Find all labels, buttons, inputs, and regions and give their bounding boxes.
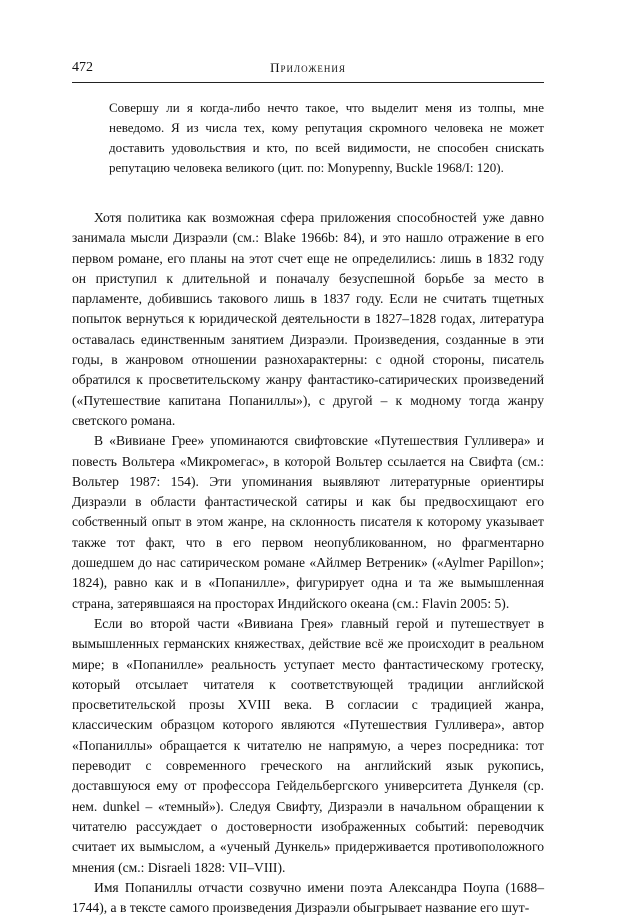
paragraph-1: Хотя политика как возможная сфера приложения способностей уже давно занимала мысли Дизраэли (см.: Blake 1966b: 84), и это нашло отражение в его первом романе, его планы на этот счет еще не определились: лишь в 1832 году он приступил к длительной и поначалу безуспешной борьбе за место в парламенте, добившись такового лишь в 1837 году. Если не считать тщетных попыток вернуться к юридической деятельности в 1827–1828 годах, литература оставалась единственным занятием Дизраэли. Произведения, созданные в эти годы, в жанровом отношении разнохарактерны: с одной стороны, писатель обратился к просветительскому жанру фантастико-сатирических произведений («Путешествие капитана Попаниллы»), с другой – к модному тогда жанру светского романа.	[72, 210, 544, 428]
paragraph-2: В «Вивиане Грее» упоминаются свифтовские «Путешествия Гулливера» и повесть Вольтера «Микромегас», в которой Вольтер ссылается на Свифта (см.: Вольтер 1987: 154). Эти упоминания выявляют литературные ориентиры Дизраэли в области фантастической сатиры и как бы предвосхищают его собственный опыт в этом жанре, на склонность писателя к которому указывает также тот факт, что в его первом неопубликованном, но фрагментарно дошедшем до нас сатирическом романе «Айлмер Ветреник» («Aylmer Papillon»; 1824), равно как и в «Попанилле», фигурирует одна и та же вымышленная страна, затерявшаяся на просторах Индийского океана (см.: Flavin 2005: 5).	[72, 433, 544, 611]
paragraph-4: Имя Попаниллы отчасти созвучно имени поэта Александра Поупа (1688–1744), а в тексте самого произведения Дизраэли обыгрывает название его шут-	[72, 879, 544, 916]
header-rule	[72, 82, 544, 83]
paragraph-3: Если во второй части «Вивиана Грея» главный герой и путешествует в вымышленных германских княжествах, действие всё же происходит в реальном мире; в «Попанилле» реальность уступает место фантастическому гротеску, который отсылает читателя к соответствующей традиции английской просветительской прозы XVIII века. В согласии с традицией жанра, классическим образцом которого являются «Путешествия Гулливера», автор «Попаниллы» обращается к читателю не напрямую, а через посредника: тот переводит с современного греческого на английский язык рукопись, доставшуюся ему от профессора Гейдельбергского университета Дункеля (ср. нем. dunkel – «темный»). Следуя Свифту, Дизраэли в начальном обращении к читателю рассуждает о достоверности изображенных событий: переводчик считает их вымыслом, а «ученый Дункель» придерживается противоположного мнения (см.: Disraeli 1828: VII–VIII).	[72, 615, 544, 875]
quote-text: Совершу ли я когда-либо нечто такое, что выделит меня из толпы, мне неведомо. Я из числа тех, кому репутация скромного человека не может доставить удовольствия и кто, по всей видимости, не способен снискать репутацию человека великого (цит. по: Monypenny, Buckle 1968/I: 120).	[109, 100, 544, 175]
main-text	[72, 208, 544, 918]
running-title: Приложения	[270, 60, 346, 75]
page-number: 472	[72, 60, 93, 75]
page-header	[72, 60, 544, 78]
epigraph-quote	[109, 98, 544, 178]
